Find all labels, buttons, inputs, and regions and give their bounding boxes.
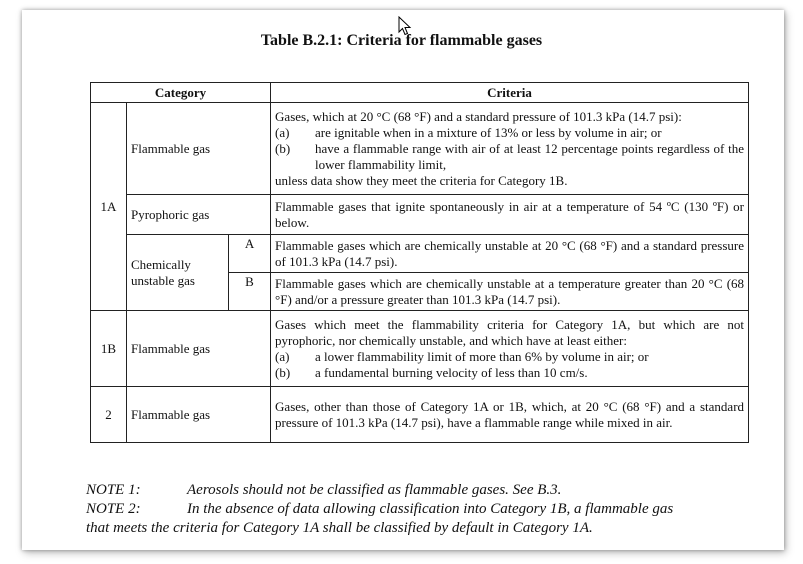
- criteria-item: [275, 365, 744, 381]
- criteria-table: [90, 82, 749, 443]
- table-row: [91, 387, 749, 443]
- table-row: [91, 311, 749, 387]
- criteria-outro: unless data show they meet the criteria for Category 1B.: [275, 172, 568, 188]
- item-text: are ignitable when in a mixture of 13% or less by volume in air; or: [315, 124, 662, 140]
- category-header: Category: [91, 83, 271, 103]
- note-text: In the absence of data allowing classification into Category 1B, a flammable gas: [187, 501, 674, 517]
- category-name: Flammable gas: [127, 103, 271, 195]
- criteria-cell: [271, 311, 749, 387]
- criteria-cell: Flammable gases that ignite spontaneously in air at a temperature of 54 ºC (130 ºF) or below.: [271, 195, 749, 235]
- criteria-header: Criteria: [271, 83, 749, 103]
- subcategory-code-a: A: [229, 235, 271, 273]
- item-text: a lower flammability limit of more than 6% by volume in air; or: [315, 348, 649, 364]
- criteria-cell: [271, 103, 749, 195]
- item-text: have a flammable range with air of at least 12 percentage points regardless of the lower flammability limit,: [315, 140, 745, 172]
- note-text: Aerosols should not be classified as flammable gases. See B.3.: [187, 482, 562, 498]
- category-name: Flammable gas: [127, 387, 271, 443]
- criteria-intro: Gases, which at 20 °C (68 °F) and a standard pressure of 101.3 kPa (14.7 psi):: [275, 108, 682, 124]
- criteria-item: [275, 141, 744, 173]
- category-name: Chemically unstable gas: [127, 235, 229, 311]
- item-label: (a): [275, 348, 290, 364]
- item-label: (b): [275, 364, 291, 380]
- note-2-continuation: that meets the criteria for Category 1A shall be classified by default in Category 1A.: [86, 520, 593, 536]
- item-text: a fundamental burning velocity of less than 10 cm/s.: [315, 364, 588, 380]
- subcategory-code-b: B: [229, 273, 271, 311]
- table-row: [91, 235, 749, 273]
- criteria-item: [275, 349, 744, 365]
- category-code-1b: 1B: [91, 311, 127, 387]
- item-label: (b): [275, 140, 291, 156]
- notes-section: [86, 481, 758, 538]
- table-header-row: [91, 83, 749, 103]
- note-label: NOTE 2:: [86, 501, 141, 517]
- note-label: NOTE 1:: [86, 482, 141, 498]
- note-2: [86, 500, 758, 519]
- criteria-cell: Flammable gases which are chemically unstable at 20 °C (68 °F) and a standard pressure of 101.3 kPa (14.7 psi).: [271, 235, 749, 273]
- note-1: [86, 481, 758, 500]
- item-label: (a): [275, 124, 290, 140]
- table-row: [91, 103, 749, 195]
- criteria-item: [275, 125, 744, 141]
- category-name: Pyrophoric gas: [127, 195, 271, 235]
- table-row: [91, 195, 749, 235]
- category-code-1a: 1A: [91, 103, 127, 311]
- criteria-cell: Flammable gases which are chemically unstable at a temperature greater than 20 °C (68 °F) and/or a pressure greater than 101.3 kPa (14.7 psi).: [271, 273, 749, 311]
- category-name: Flammable gas: [127, 311, 271, 387]
- criteria-cell: Gases, other than those of Category 1A or 1B, which, at 20 °C (68 °F) and a standard pressure of 101.3 kPa (14.7 psi), have a flammable range while mixed in air.: [271, 387, 749, 443]
- table-title: Table B.2.1: Criteria for flammable gases: [260, 32, 543, 49]
- category-code-2: 2: [91, 387, 127, 443]
- criteria-intro: Gases which meet the flammability criteria for Category 1A, but which are not pyrophoric, nor chemically unstable, and which have at least either:: [275, 316, 745, 348]
